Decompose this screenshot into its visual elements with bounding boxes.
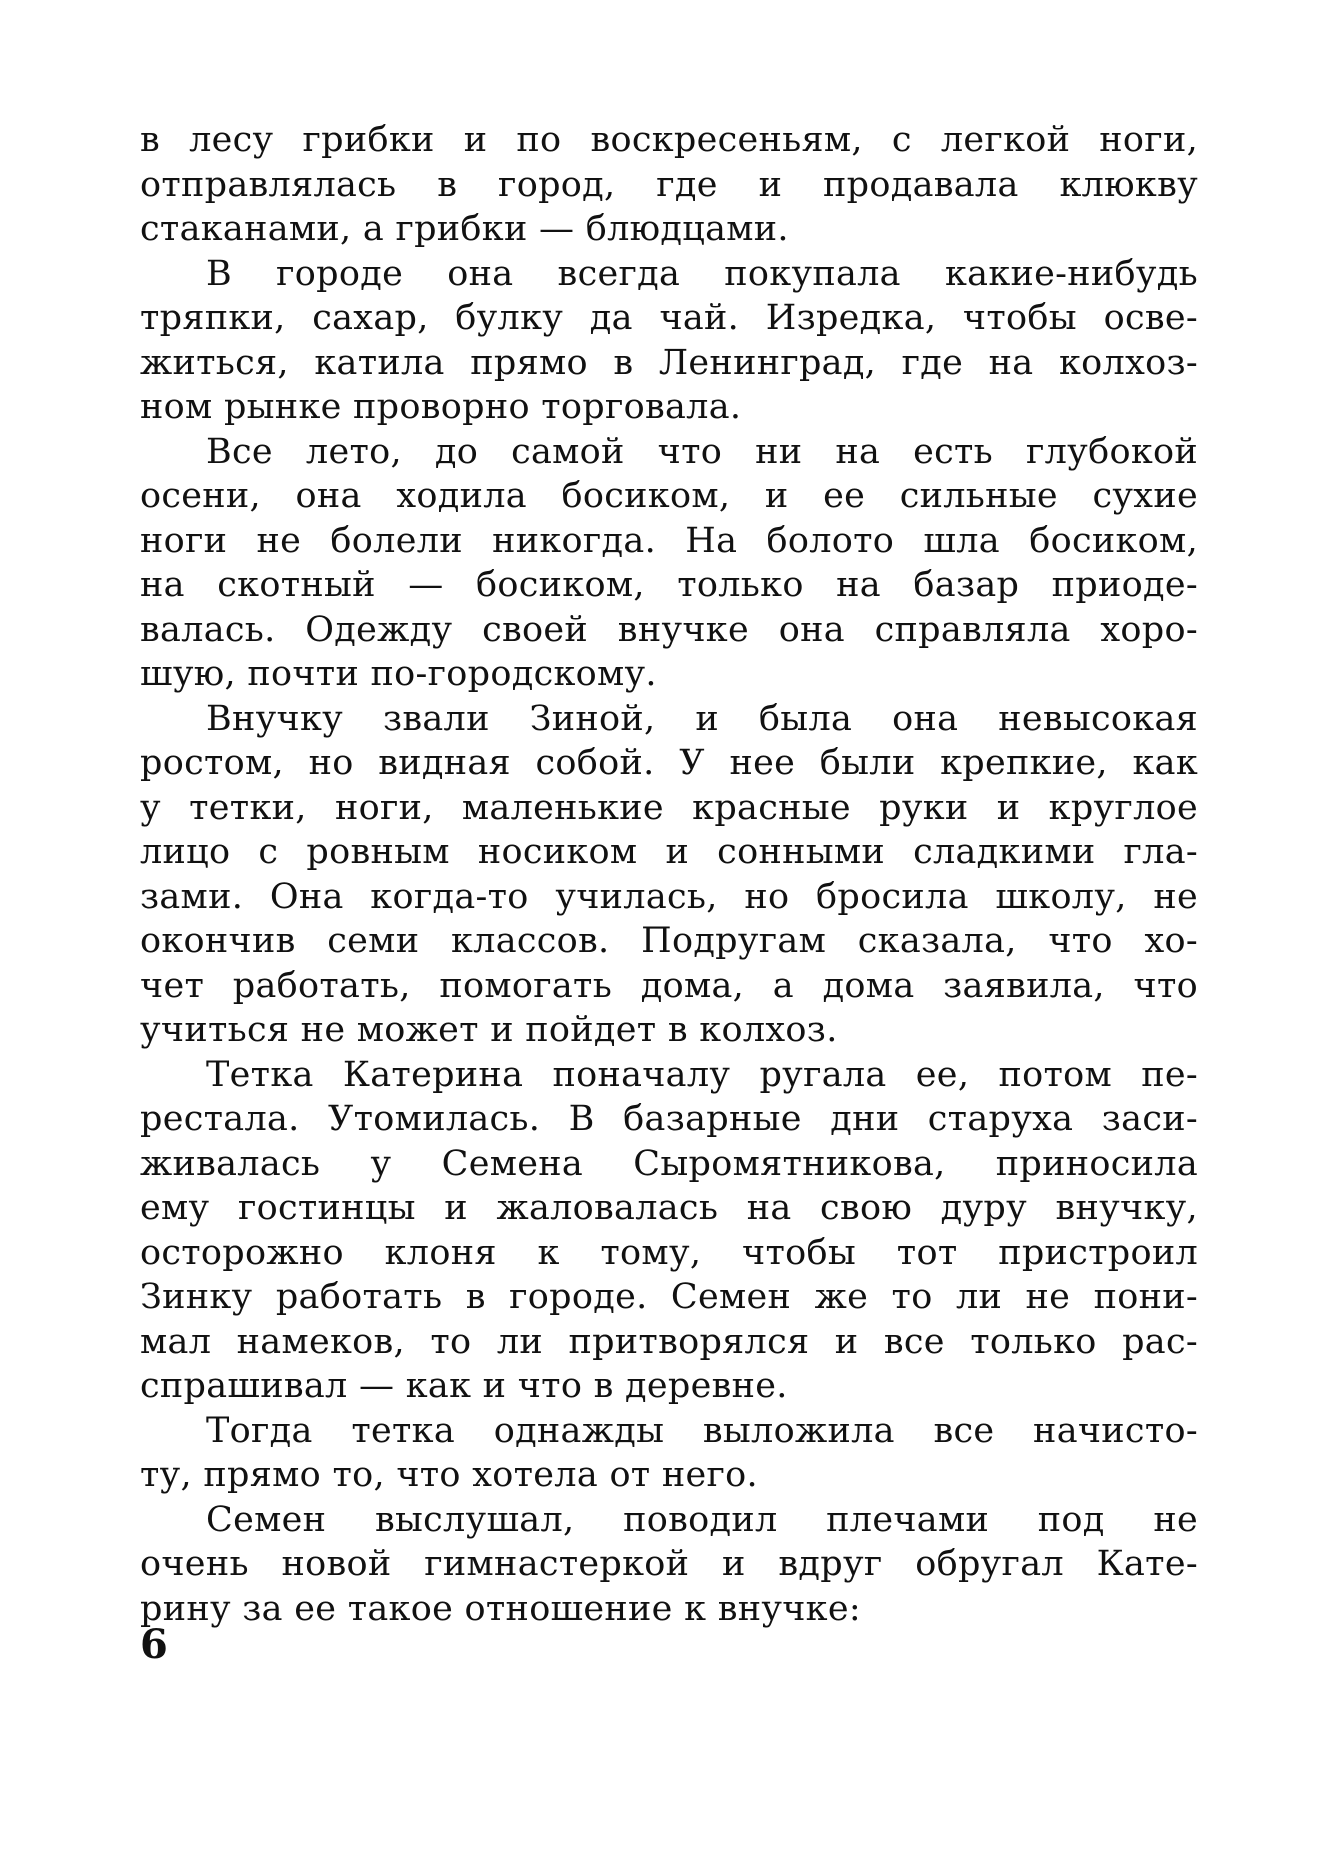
text-line: спрашивал — как и что в деревне. bbox=[140, 1366, 788, 1406]
text-line: живалась у Семена Сыромятникова, приносила bbox=[140, 1143, 1198, 1184]
text-line: В городе она всегда покупала какие-нибудь bbox=[206, 253, 1198, 294]
text-line: тряпки, сахар, булку да чай. Изредка, чтобы осве- bbox=[140, 298, 1198, 338]
text-line: Зинку работать в городе. Семен же то ли не пони- bbox=[140, 1277, 1198, 1317]
text-line: осени, она ходила босиком, и ее сильные сухие bbox=[140, 476, 1198, 516]
paragraph bbox=[140, 118, 1198, 252]
body-text bbox=[140, 118, 1198, 1631]
paragraph bbox=[140, 1498, 1198, 1632]
text-line: ему гостинцы и жаловалась на свою дуру внучку, bbox=[140, 1188, 1198, 1228]
text-line: очень новой гимнастеркой и вдруг обругал Кате- bbox=[140, 1544, 1198, 1584]
text-line: осторожно клоня к тому, чтобы тот пристроил bbox=[140, 1232, 1198, 1273]
paragraph bbox=[140, 1409, 1198, 1498]
text-line: ноги не болели никогда. На болото шла босиком, bbox=[140, 520, 1198, 561]
text-line: ном рынке проворно торговала. bbox=[140, 387, 742, 427]
page-number: 6 bbox=[140, 1621, 168, 1668]
text-line: Семен выслушал, поводил плечами под не bbox=[206, 1499, 1198, 1540]
text-line: ту, прямо то, что хотела от него. bbox=[140, 1455, 758, 1495]
text-line: житься, катила прямо в Ленинград, где на колхоз- bbox=[140, 342, 1198, 383]
text-line: стаканами, а грибки — блюдцами. bbox=[140, 209, 789, 249]
text-line: рестала. Утомилась. В базарные дни старуха заси- bbox=[140, 1099, 1198, 1139]
text-line: Внучку звали Зиной, и была она невысокая bbox=[206, 698, 1198, 739]
text-line: валась. Одежду своей внучке она справляла хоро- bbox=[140, 609, 1198, 650]
text-line: чет работать, помогать дома, а дома заявила, что bbox=[140, 965, 1198, 1006]
text-line: Тогда тетка однажды выложила все начисто- bbox=[206, 1410, 1198, 1451]
text-line: у тетки, ноги, маленькие красные руки и круглое bbox=[140, 787, 1198, 828]
paragraph bbox=[140, 697, 1198, 1053]
text-line: Тетка Катерина поначалу ругала ее, потом пе- bbox=[206, 1054, 1198, 1095]
text-line: окончив семи классов. Подругам сказала, что хо- bbox=[140, 921, 1198, 961]
text-line: зами. Она когда-то училась, но бросила школу, не bbox=[140, 876, 1198, 917]
text-line: шую, почти по-городскому. bbox=[140, 654, 657, 694]
text-line: ростом, но видная собой. У нее были крепкие, как bbox=[140, 743, 1198, 783]
text-line: мал намеков, то ли притворялся и все только рас- bbox=[140, 1321, 1198, 1362]
text-line: на скотный — босиком, только на базар приоде- bbox=[140, 565, 1198, 605]
text-line: Все лето, до самой что ни на есть глубокой bbox=[206, 431, 1198, 472]
text-line: в лесу грибки и по воскресеньям, с легкой ноги, bbox=[140, 120, 1198, 160]
text-line: лицо с ровным носиком и сонными сладкими гла- bbox=[140, 832, 1198, 872]
paragraph bbox=[140, 252, 1198, 430]
text-line: рину за ее такое отношение к внучке: bbox=[140, 1588, 861, 1629]
paragraph bbox=[140, 430, 1198, 697]
text-line: учиться не может и пойдет в колхоз. bbox=[140, 1010, 838, 1050]
text-line: отправлялась в город, где и продавала клюкву bbox=[140, 164, 1198, 205]
paragraph bbox=[140, 1053, 1198, 1409]
